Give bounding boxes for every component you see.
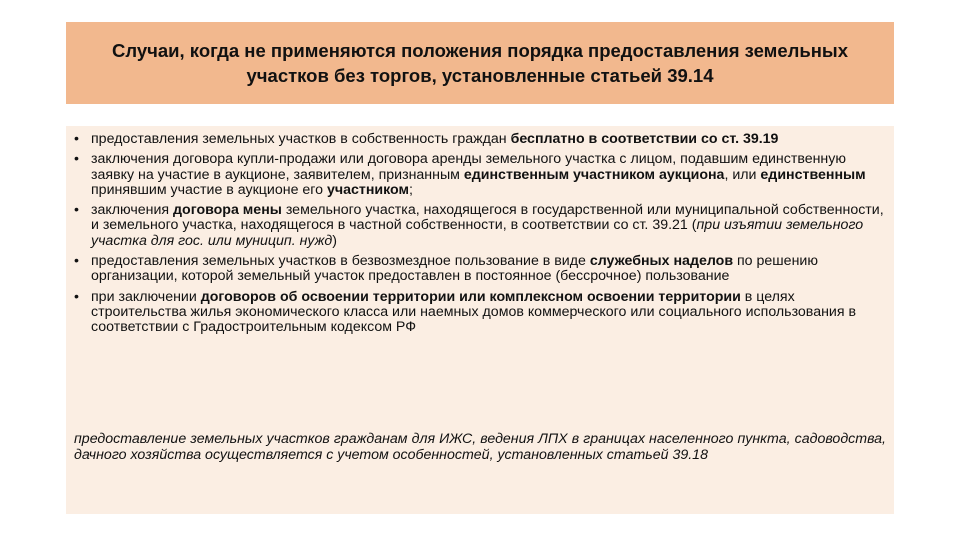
item-bold: служебных наделов <box>589 253 734 270</box>
item-text: заключения договора купли-продажи или договора аренды земельного участка с лицом, подавшим единственную заявку на участие в аукционе, заявителем, признанным <box>91 151 847 183</box>
item-bold: единственным <box>760 166 866 183</box>
list-item <box>74 254 884 285</box>
item-text: предоставления земельных участков в безвозмездное пользование в виде <box>91 253 590 270</box>
list-item <box>74 132 884 147</box>
item-text: ; <box>409 181 413 198</box>
item-text: принявшим участие в аукционе его <box>91 181 327 198</box>
note-paragraph: предоставление земельных участков гражданам для ИЖС, ведения ЛПХ в границах населенного пункта, садоводства, дачного хозяйства осуществляется с учетом особенностей, установленных статьей 39.18 <box>74 431 886 463</box>
item-italic: при изъятии земельного участка для гос. или муницип. нужд <box>91 217 864 249</box>
list-item <box>74 152 884 198</box>
bullet-icon: • <box>74 151 79 168</box>
bullet-list <box>74 132 884 341</box>
item-bold: единственным участником аукциона <box>463 166 725 183</box>
bullet-icon: • <box>74 131 79 147</box>
slide-title: Случаи, когда не применяются положения порядка предоставления земельных участков без торгов, установленные статьей 39.14 <box>111 40 849 86</box>
item-bold: договора мены <box>173 202 282 219</box>
item-text: земельного участка, находящегося в государственной или муниципальной собственности, и земельного участка, находящегося в частной собственности, в соответствии со ст. 39.21 ( <box>91 202 884 234</box>
item-text: при заключении <box>91 288 201 305</box>
bullet-icon: • <box>74 202 79 219</box>
bullet-icon: • <box>74 288 79 305</box>
content-box <box>66 126 894 514</box>
item-text: по решению организации, которой земельный участок предоставлен в постоянное (бессрочное) пользование <box>91 253 818 285</box>
item-bold: бесплатно в соответствии со ст. 39.19 <box>510 131 779 147</box>
item-text: заключения <box>91 202 174 219</box>
list-item <box>74 203 884 249</box>
item-text: , или <box>724 166 761 183</box>
item-text: ) <box>332 232 338 249</box>
list-item <box>74 290 884 336</box>
item-bold: участником <box>327 181 410 198</box>
bullet-icon: • <box>74 253 79 270</box>
title-box <box>66 22 894 104</box>
item-bold: договоров об освоении территории или комплексном освоении территории <box>200 288 741 305</box>
item-text: в целях строительства жилья экономического класса или наемных домов коммерческого или социального использования в соответствии с Градостроительным кодексом РФ <box>91 288 857 336</box>
item-text: предоставления земельных участков в собственность граждан <box>91 131 511 147</box>
